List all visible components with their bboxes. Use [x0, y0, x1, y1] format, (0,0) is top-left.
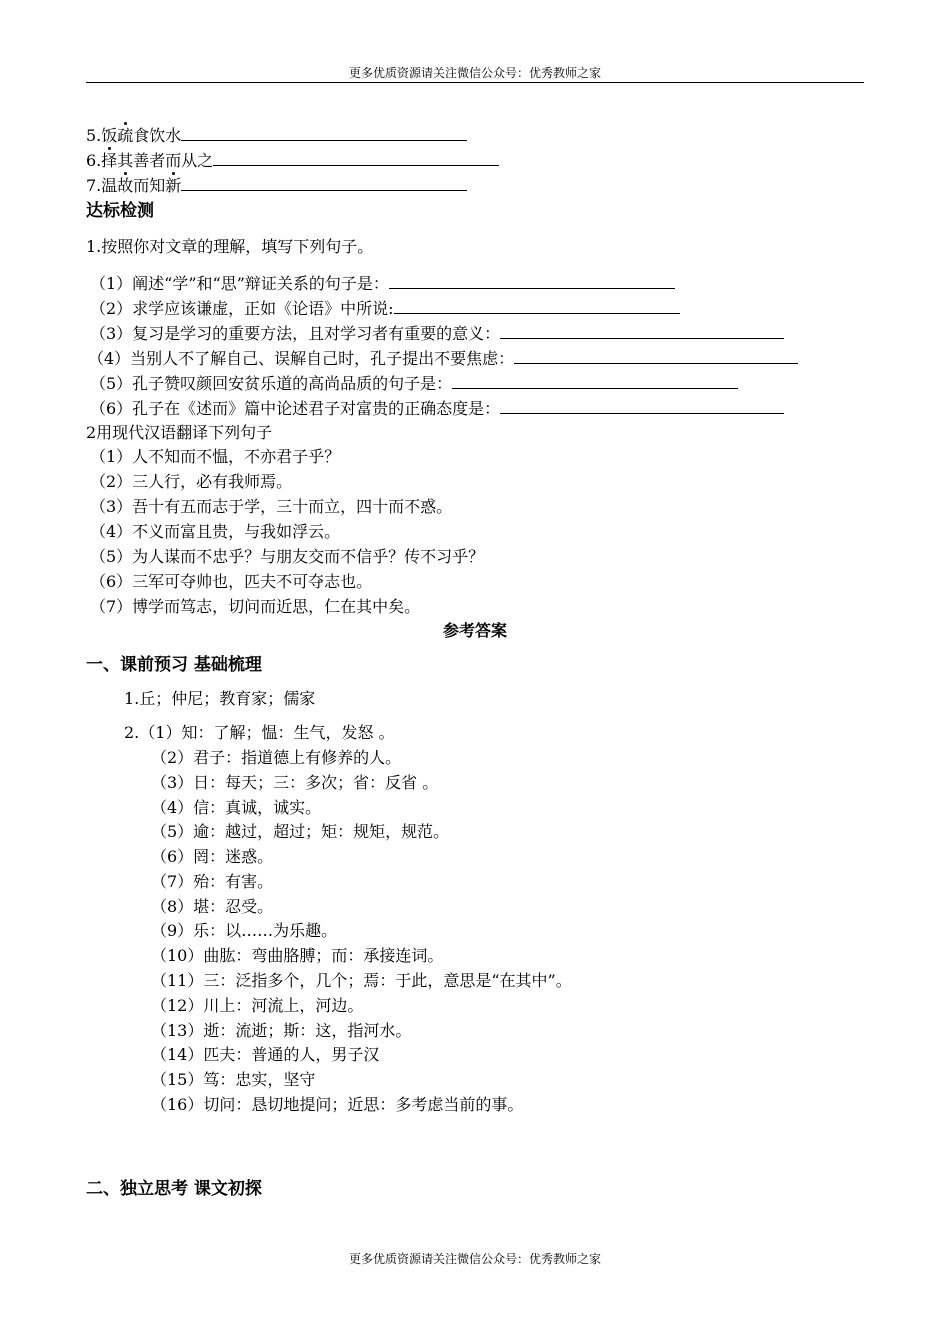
- q2-item-5: （5）为人谋而不忠乎？与朋友交而不信乎？传不习乎？: [90, 547, 485, 566]
- answer-sub-5: （5）逾：越过，超过；矩：规矩，规范。: [151, 822, 450, 841]
- answers-title: 参考答案: [442, 621, 507, 640]
- answer-blank[interactable]: [213, 149, 499, 166]
- q1-item-2: [90, 297, 680, 320]
- dot-item-5-pre: 5.饭: [86, 126, 118, 145]
- answer-blank[interactable]: [181, 124, 467, 141]
- answer-sub-8: （8）堪：忍受。: [151, 897, 274, 916]
- answer-sub-13: （13）逝：流逝；斯：这，指河水。: [151, 1021, 412, 1040]
- answer-blank[interactable]: [181, 174, 467, 191]
- answer-sub-11: （11）三：泛指多个，几个；焉：于此，意思是“在其中”。: [151, 971, 572, 990]
- q1-item-3: [90, 322, 784, 345]
- q2-title: 2用现代汉语翻译下列句子: [86, 423, 273, 442]
- answer-item-1: 1.丘；仲尼；教育家；儒家: [124, 689, 316, 708]
- answer-sub-16: （16）切问：恳切地提问；近思：多考虑当前的事。: [151, 1095, 524, 1114]
- q1-item-1: [90, 272, 675, 295]
- answer-blank[interactable]: [389, 272, 675, 289]
- dot-item-7-mark2: 新: [165, 176, 182, 195]
- q2-item-1: （1）人不知而不愠，不亦君子乎？: [90, 447, 341, 466]
- dot-item-7-mid: 而知: [133, 176, 166, 195]
- q1-item-4: [88, 347, 798, 370]
- q1-item-text: （1）阐述“学”和“思”辩证关系的句子是：: [90, 274, 389, 293]
- answers-section-1: 一、课前预习 基础梳理: [86, 655, 262, 675]
- answer-sub-10: （10）曲肱：弯曲胳膊；而：承接连词。: [151, 946, 444, 965]
- q1-item-text: （6）孔子在《述而》篇中论述君子对富贵的正确态度是：: [90, 399, 501, 418]
- answer-item-2-first: 2.（1）知：了解；愠：生气，发怒 。: [124, 723, 395, 742]
- dot-item-5-mark: 疏: [117, 126, 134, 145]
- answer-blank[interactable]: [394, 297, 680, 314]
- dot-item-7: [86, 174, 467, 197]
- answer-sub-9: （9）乐：以……为乐趣。: [151, 921, 338, 940]
- answer-sub-15: （15）笃：忠实，坚守: [151, 1070, 316, 1089]
- page-footer: 更多优质资源请关注微信公众号：优秀教师之家: [348, 1252, 601, 1266]
- answers-section-2: 二、独立思考 课文初探: [86, 1179, 262, 1199]
- answer-sub-2: （2）君子：指道德上有修养的人。: [151, 748, 402, 767]
- dot-item-7-pre: 7.温: [86, 176, 118, 195]
- dot-item-6: [86, 149, 499, 172]
- q1-item-text: （4）当别人不了解自己、误解自己时，孔子提出不要焦虑：: [88, 349, 515, 368]
- dot-item-5: [86, 124, 467, 147]
- q1-item-text: （2）求学应该谦虚，正如《论语》中所说:: [90, 299, 394, 318]
- dot-item-5-post: 食饮水: [133, 126, 182, 145]
- q1-title: 1.按照你对文章的理解，填写下列句子。: [86, 237, 374, 256]
- answer-blank[interactable]: [452, 372, 738, 389]
- answer-blank[interactable]: [500, 397, 784, 414]
- answer-sub-14: （14）匹夫：普通的人，男子汉: [151, 1045, 380, 1064]
- q2-item-6: （6）三军可夺帅也，匹夫不可夺志也。: [90, 572, 373, 591]
- dot-item-6-pre: 6.: [86, 151, 102, 170]
- answer-blank[interactable]: [514, 347, 798, 364]
- q1-item-5: [90, 372, 738, 395]
- answer-sub-12: （12）川上：河流上，河边。: [151, 996, 364, 1015]
- answer-blank[interactable]: [500, 322, 784, 339]
- q1-item-text: （3）复习是学习的重要方法，且对学习者有重要的意义：: [90, 324, 501, 343]
- q2-item-2: （2）三人行，必有我师焉。: [90, 472, 293, 491]
- q2-item-4: （4）不义而富且贵，与我如浮云。: [90, 522, 341, 541]
- header-divider: [86, 82, 864, 83]
- q1-item-text: （5）孔子赞叹颜回安贫乐道的高尚品质的句子是：: [90, 374, 453, 393]
- page-header: 更多优质资源请关注微信公众号：优秀教师之家: [348, 66, 601, 80]
- q1-item-6: [90, 397, 784, 420]
- q2-item-7: （7）博学而笃志，切问而近思，仁在其中矣。: [90, 597, 421, 616]
- answer-sub-4: （4）信：真诚，诚实。: [151, 798, 322, 817]
- q2-item-3: （3）吾十有五而志于学，三十而立，四十而不惑。: [90, 497, 453, 516]
- answer-sub-3: （3）日：每天；三：多次；省：反省 。: [151, 773, 439, 792]
- answer-sub-6: （6）罔：迷惑。: [151, 847, 274, 866]
- answer-sub-7: （7）殆：有害。: [151, 872, 274, 891]
- dot-item-6-post: 其善者而从之: [117, 151, 214, 170]
- practice-heading: 达标检测: [86, 201, 154, 221]
- dot-item-6-mark: 择: [101, 151, 118, 170]
- dot-item-7-mark: 故: [117, 176, 134, 195]
